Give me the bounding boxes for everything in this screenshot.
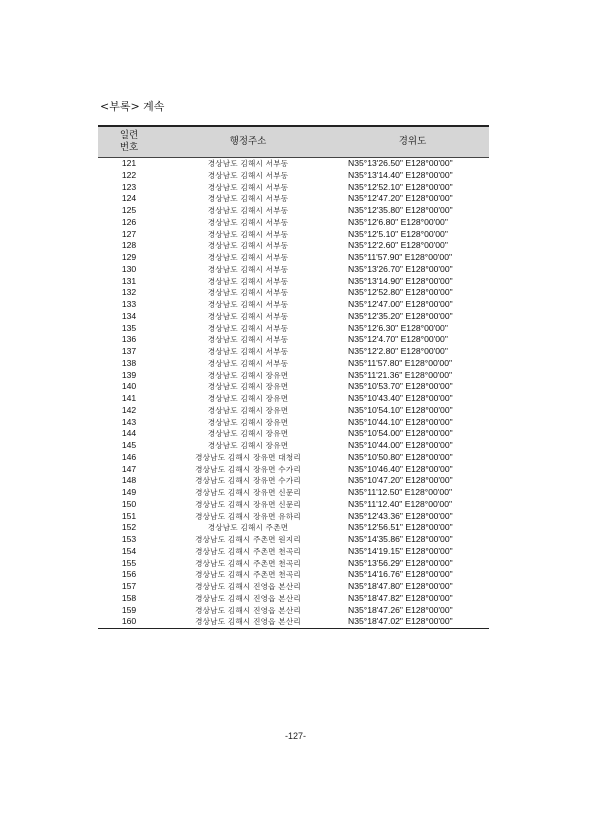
table-row — [98, 240, 489, 252]
row-address: 경상남도 김해시 장유면 유하리 — [195, 511, 301, 521]
row-coordinates: N35°12'5.10" E128°00'00" — [348, 228, 448, 239]
row-coordinates: N35°11'12.50" E128°00'00" — [348, 487, 453, 497]
row-address: 경상남도 김해시 서부동 — [207, 358, 289, 368]
row-serial-number: 156 — [121, 569, 137, 580]
row-address: 경상남도 김해시 서부동 — [207, 347, 289, 356]
table-row — [98, 593, 489, 605]
row-coordinates: N35°11'21.36" E128°00'00" — [348, 369, 453, 380]
table-row — [98, 323, 489, 335]
row-serial-number: 128 — [121, 240, 137, 251]
row-coordinates: N35°13'14.40" E128°00'00" — [348, 169, 453, 180]
row-address: 경상남도 김해시 장유면 — [207, 394, 289, 403]
row-address: 경상남도 김해시 장유면 — [207, 370, 289, 380]
row-address: 경상남도 김해시 서부동 — [207, 206, 289, 215]
row-serial-number: 134 — [121, 310, 137, 321]
table-row — [98, 428, 489, 440]
row-serial-number: 136 — [121, 334, 137, 345]
row-serial-number: 121 — [121, 158, 137, 168]
row-coordinates: N35°12'6.80" E128°00'00" — [348, 216, 448, 227]
table-row — [98, 417, 489, 429]
table-row — [98, 346, 489, 358]
row-address: 경상남도 김해시 서부동 — [207, 241, 289, 251]
table-row — [98, 475, 489, 487]
table-row — [98, 158, 489, 170]
row-address: 경상남도 김해시 서부동 — [207, 300, 289, 309]
row-serial-number: 149 — [121, 487, 137, 497]
row-coordinates: N35°12'47.00" E128°00'00" — [348, 299, 453, 309]
row-serial-number: 159 — [121, 604, 137, 615]
row-serial-number: 158 — [121, 592, 137, 603]
row-coordinates: N35°12'35.20" E128°00'00" — [348, 310, 453, 321]
row-address: 경상남도 김해시 장유면 — [207, 382, 289, 392]
row-coordinates: N35°18'47.82" E128°00'00" — [348, 592, 453, 603]
row-serial-number: 135 — [121, 322, 137, 333]
table-row — [98, 546, 489, 558]
row-serial-number: 125 — [121, 205, 137, 215]
row-serial-number: 137 — [121, 346, 137, 356]
row-serial-number: 126 — [121, 216, 137, 227]
row-address: 경상남도 김해시 장유면 — [207, 417, 289, 427]
row-serial-number: 147 — [121, 463, 137, 474]
table-row — [98, 170, 489, 182]
table-row — [98, 569, 489, 581]
table-row — [98, 405, 489, 417]
table-row — [98, 558, 489, 570]
row-address: 경상남도 김해시 장유면 대청리 — [195, 452, 301, 462]
header-coordinates: 경위도 — [336, 126, 489, 158]
row-serial-number: 131 — [121, 275, 137, 286]
table-row — [98, 334, 489, 346]
row-coordinates: N35°10'44.00" E128°00'00" — [348, 440, 453, 450]
row-serial-number: 154 — [121, 545, 137, 556]
row-address: 경상남도 김해시 서부동 — [207, 311, 289, 321]
row-address: 경상남도 김해시 서부동 — [207, 159, 289, 168]
row-coordinates: N35°12'43.36" E128°00'00" — [348, 510, 453, 521]
table-row — [98, 511, 489, 523]
row-coordinates: N35°13'26.50" E128°00'00" — [348, 158, 453, 168]
row-serial-number: 129 — [121, 252, 137, 262]
row-address: 경상남도 김해시 진영읍 본산리 — [195, 605, 301, 615]
row-coordinates: N35°10'43.40" E128°00'00" — [348, 393, 453, 403]
row-coordinates: N35°10'54.00" E128°00'00" — [348, 428, 453, 439]
row-coordinates: N35°12'4.70" E128°00'00" — [348, 334, 448, 345]
row-coordinates: N35°18'47.26" E128°00'00" — [348, 604, 453, 615]
row-serial-number: 133 — [121, 299, 137, 309]
row-coordinates: N35°12'47.20" E128°00'00" — [348, 193, 453, 204]
header-serial-number — [98, 126, 160, 158]
table-row — [98, 264, 489, 276]
row-address: 경상남도 김해시 주촌면 천곡리 — [195, 570, 301, 580]
row-coordinates: N35°14'35.86" E128°00'00" — [348, 534, 453, 544]
table-row — [98, 464, 489, 476]
row-coordinates: N35°14'16.76" E128°00'00" — [348, 569, 453, 580]
table-row — [98, 229, 489, 241]
table-row — [98, 193, 489, 205]
row-serial-number: 139 — [121, 369, 137, 380]
table-row — [98, 452, 489, 464]
table-row — [98, 311, 489, 323]
row-address: 경상남도 김해시 서부동 — [207, 217, 289, 227]
row-serial-number: 143 — [121, 416, 137, 427]
row-serial-number: 138 — [121, 357, 137, 368]
row-serial-number: 124 — [121, 193, 137, 204]
table-header-row — [98, 126, 489, 158]
row-serial-number: 148 — [121, 475, 137, 486]
row-coordinates: N35°12'6.30" E128°00'00" — [348, 322, 448, 333]
table-row — [98, 616, 489, 628]
row-address: 경상남도 김해시 서부동 — [207, 264, 289, 274]
row-address: 경상남도 김해시 장유면 신문리 — [195, 488, 301, 497]
row-address: 경상남도 김해시 서부동 — [207, 182, 289, 192]
row-address: 경상남도 김해시 장유면 — [207, 405, 289, 415]
row-coordinates: N35°12'52.10" E128°00'00" — [348, 181, 453, 192]
header-address: 행정주소 — [160, 126, 336, 158]
row-serial-number: 145 — [121, 440, 137, 450]
row-coordinates: N35°10'44.10" E128°00'00" — [348, 416, 453, 427]
row-coordinates: N35°13'56.29" E128°00'00" — [348, 557, 453, 568]
row-coordinates: N35°18'47.02" E128°00'00" — [336, 616, 489, 628]
row-address: 경상남도 김해시 서부동 — [207, 253, 289, 262]
row-address: 경상남도 김해시 주촌면 천곡리 — [195, 558, 301, 568]
table-row — [98, 370, 489, 382]
table-row — [98, 182, 489, 194]
table-row — [98, 534, 489, 546]
table-row — [98, 287, 489, 299]
row-serial-number: 155 — [121, 557, 137, 568]
row-address: 경상남도 김해시 서부동 — [207, 288, 289, 298]
row-serial-number: 151 — [121, 510, 137, 521]
table-row — [98, 299, 489, 311]
section-title: <부록> 계속 — [100, 100, 165, 113]
table-row — [98, 381, 489, 393]
table-row — [98, 393, 489, 405]
header-serial-number-label: 일련 번호 — [119, 130, 139, 153]
row-coordinates: N35°11'57.90" E128°00'00" — [348, 252, 453, 262]
row-serial-number: 157 — [121, 581, 137, 591]
row-coordinates: N35°14'19.15" E128°00'00" — [348, 545, 453, 556]
row-serial-number: 150 — [121, 498, 137, 509]
table-row — [98, 276, 489, 288]
row-coordinates: N35°12'2.60" E128°00'00" — [348, 240, 448, 251]
row-address: 경상남도 김해시 장유면 — [207, 429, 289, 439]
row-coordinates: N35°12'56.51" E128°00'00" — [348, 522, 453, 533]
coordinate-table — [98, 125, 489, 629]
page-number: -127- — [284, 731, 306, 741]
row-address: 경상남도 김해시 진영읍 본산리 — [195, 582, 301, 591]
row-serial-number: 127 — [121, 228, 137, 239]
row-address: 경상남도 김해시 주촌면 — [207, 523, 289, 533]
row-serial-number: 160 — [98, 616, 160, 628]
row-serial-number: 153 — [121, 534, 137, 544]
table-row — [98, 358, 489, 370]
row-coordinates: N35°11'12.40" E128°00'00" — [348, 498, 453, 509]
row-serial-number: 130 — [121, 263, 137, 274]
table-row — [98, 581, 489, 593]
table-row — [98, 522, 489, 534]
row-address: 경상남도 김해시 장유면 수가리 — [195, 464, 301, 474]
row-address: 경상남도 김해시 서부동 — [207, 170, 289, 180]
row-coordinates: N35°12'2.80" E128°00'00" — [348, 346, 448, 356]
row-coordinates: N35°10'47.20" E128°00'00" — [348, 475, 453, 486]
row-address: 경상남도 김해시 주촌면 천곡리 — [195, 546, 301, 556]
row-address: 경상남도 김해시 장유면 — [207, 441, 289, 450]
table-row — [98, 252, 489, 264]
row-serial-number: 122 — [121, 169, 137, 180]
table-row — [98, 487, 489, 499]
table-row — [98, 440, 489, 452]
row-address: 경상남도 김해시 장유면 수가리 — [195, 476, 301, 486]
row-serial-number: 141 — [121, 393, 137, 403]
row-address: 경상남도 김해시 서부동 — [207, 335, 289, 345]
row-serial-number: 144 — [121, 428, 137, 439]
row-coordinates: N35°18'47.80" E128°00'00" — [348, 581, 453, 591]
row-coordinates: N35°11'57.80" E128°00'00" — [348, 357, 453, 368]
row-coordinates: N35°10'50.80" E128°00'00" — [348, 451, 453, 462]
row-address: 경상남도 김해시 진영읍 본산리 — [160, 616, 336, 628]
row-coordinates: N35°13'26.70" E128°00'00" — [348, 263, 453, 274]
row-serial-number: 152 — [121, 522, 137, 533]
row-address: 경상남도 김해시 서부동 — [207, 276, 289, 286]
table-row — [98, 499, 489, 511]
row-coordinates: N35°10'53.70" E128°00'00" — [348, 381, 453, 392]
row-coordinates: N35°12'52.80" E128°00'00" — [348, 287, 453, 298]
row-serial-number: 142 — [121, 404, 137, 415]
row-serial-number: 146 — [121, 451, 137, 462]
row-address: 경상남도 김해시 주촌면 원지리 — [195, 535, 301, 544]
row-coordinates: N35°12'35.80" E128°00'00" — [348, 205, 453, 215]
row-address: 경상남도 김해시 진영읍 본산리 — [195, 593, 301, 603]
row-serial-number: 132 — [121, 287, 137, 298]
row-address: 경상남도 김해시 장유면 신문리 — [195, 499, 301, 509]
row-address: 경상남도 김해시 서부동 — [207, 229, 289, 239]
row-serial-number: 140 — [121, 381, 137, 392]
table-row — [98, 605, 489, 617]
table-row — [98, 205, 489, 217]
row-address: 경상남도 김해시 서부동 — [207, 194, 289, 204]
row-address: 경상남도 김해시 서부동 — [207, 323, 289, 333]
table-body — [98, 158, 489, 629]
table-row — [98, 217, 489, 229]
row-coordinates: N35°10'46.40" E128°00'00" — [348, 463, 453, 474]
row-serial-number: 123 — [121, 181, 137, 192]
row-coordinates: N35°10'54.10" E128°00'00" — [348, 404, 453, 415]
row-coordinates: N35°13'14.90" E128°00'00" — [348, 275, 453, 286]
